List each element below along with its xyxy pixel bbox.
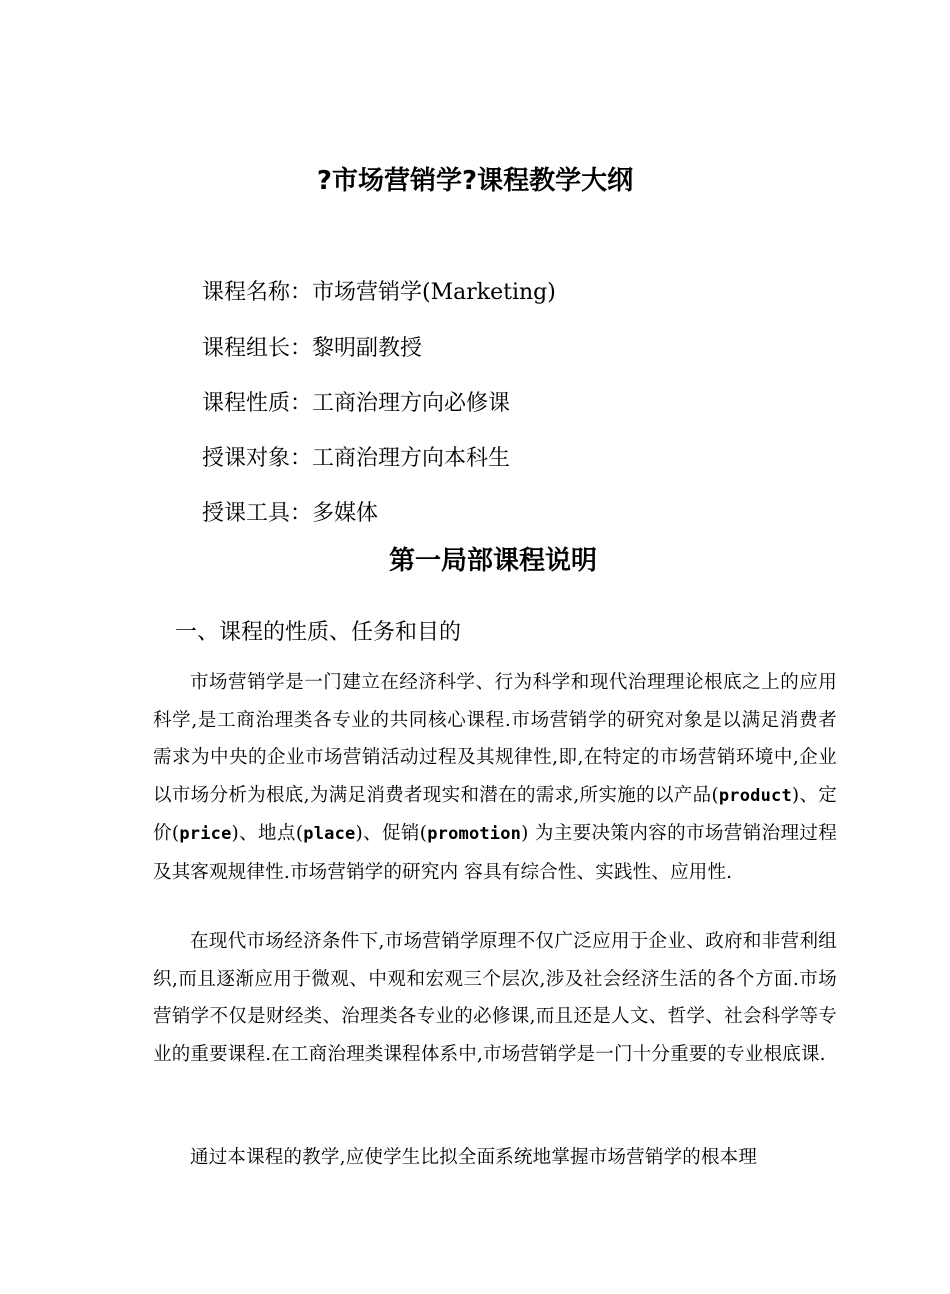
paragraph-1 <box>153 664 837 891</box>
meta-label: 授课对象： <box>202 446 313 471</box>
term-product: product <box>718 785 792 806</box>
meta-value: 工商治理方向必修课 <box>312 391 511 416</box>
meta-course-name <box>202 278 556 308</box>
meta-label: 课程组长： <box>202 336 313 361</box>
meta-course-nature <box>202 389 510 419</box>
paragraph-text: ) 为主要决策内容的市场营销治理过程及其客观规律性.市场营销学的研究内 容具有综合性、实践性、应用性. <box>153 823 838 883</box>
paragraph-2: 在现代市场经济条件下,市场营销学原理不仅广泛应用于企业、政府和非营利组织,而且逐渐应用于微观、中观和宏观三个层次,涉及社会经济生活的各个方面.市场营销学不仅是财经类、治理类各专业的必修课,而且还是人文、哲学、社会科学等专业的重要课程.在工商治理类课程体系中,市场营销学是一门十分重要的专业根底课. <box>153 931 837 1065</box>
meta-value: 市场营销学(Marketing) <box>312 280 556 305</box>
separator: )、地点( <box>231 823 304 844</box>
meta-value: 工商治理方向本科生 <box>312 446 511 471</box>
meta-audience <box>202 444 510 474</box>
paragraph-3: 通过本课程的教学,应使学生比拟全面系统地掌握市场营销学的根本理 <box>190 1147 758 1168</box>
separator: )、定价( <box>153 784 837 844</box>
meta-label: 课程名称： <box>202 280 313 305</box>
paragraph-text: 市场营销学是一门建立在经济科学、行为科学和现代治理理论根底之上的应用科学,是工商治理类各专业的共同核心课程.市场营销学的研究对象是以满足消费者需求为中央的企业市场营销活动过程及其规律性,即,在特定的市场营销环境中,企业以市场分析为根底,为满足消费者现实和潜在的需求,所实施的以产品( <box>153 672 837 806</box>
term-place: place <box>303 824 356 844</box>
meta-course-leader <box>202 334 422 364</box>
sub-heading: 一、课程的性质、任务和目的 <box>175 620 462 645</box>
term-price: price <box>179 824 232 844</box>
separator: )、促销( <box>355 823 428 844</box>
meta-value: 多媒体 <box>312 501 379 526</box>
meta-label: 课程性质： <box>202 391 313 416</box>
section-title: 第一局部课程说明 <box>388 546 597 576</box>
meta-value: 黎明副教授 <box>312 336 423 361</box>
term-promotion: promotion <box>427 824 522 844</box>
document-title: ?市场营销学?课程教学大纲 <box>316 166 634 196</box>
meta-teaching-tools <box>202 499 378 529</box>
meta-label: 授课工具： <box>202 501 313 526</box>
